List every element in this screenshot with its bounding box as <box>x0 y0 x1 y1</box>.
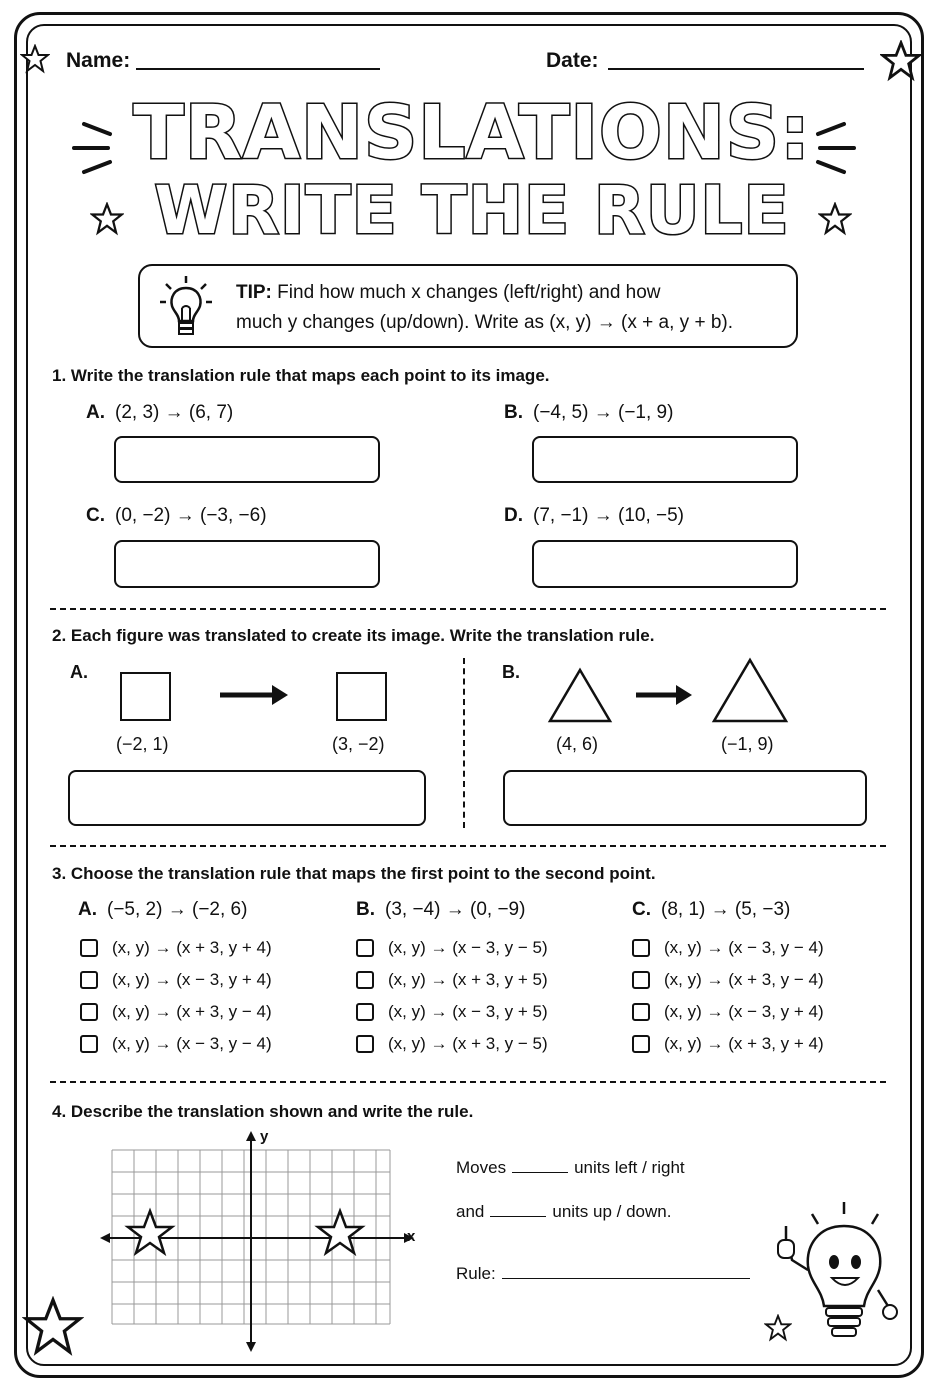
q3-a-option[interactable]: (x, y) → (x + 3, y − 4) <box>80 1002 272 1022</box>
lightbulb-icon <box>156 274 216 340</box>
preimage-star <box>128 1211 172 1253</box>
q2-prompt: 2. Each figure was translated to create its image. Write the translation rule. <box>52 626 655 645</box>
q2-b-letter: B. <box>502 662 520 682</box>
q2-b-from: (4, 6) <box>556 734 599 754</box>
corner-star-icon <box>880 40 922 82</box>
checkbox[interactable] <box>356 1003 374 1021</box>
q3-prompt: 3. Choose the translation rule that maps the first point to the second point. <box>52 864 656 883</box>
checkbox[interactable] <box>80 939 98 957</box>
q3-b-option[interactable]: (x, y) → (x + 3, y + 5) <box>356 970 548 990</box>
q1-item-a: A. (2, 3) → (6, 7) <box>86 402 234 423</box>
column-divider <box>463 658 465 828</box>
checkbox[interactable] <box>80 1003 98 1021</box>
q1-answer-c[interactable] <box>114 540 380 588</box>
and-line: and units up / down. <box>456 1202 672 1221</box>
section-divider <box>50 608 886 610</box>
q2-b-to: (−1, 9) <box>721 734 774 754</box>
coordinate-grid <box>98 1128 420 1354</box>
preimage-square <box>120 672 171 721</box>
image-square <box>336 672 387 721</box>
q1-answer-a[interactable] <box>114 436 380 483</box>
q3-b-option[interactable]: (x, y) → (x − 3, y − 5) <box>356 938 548 958</box>
name-label: Name: <box>66 49 131 72</box>
image-star <box>318 1211 362 1253</box>
checkbox[interactable] <box>632 1035 650 1053</box>
q1-item-c: C. (0, −2) → (−3, −6) <box>86 505 267 526</box>
q3-a-option[interactable]: (x, y) → (x − 3, y + 4) <box>80 970 272 990</box>
preimage-triangle <box>546 666 614 724</box>
checkbox[interactable] <box>632 1003 650 1021</box>
q2-answer-a[interactable] <box>68 770 426 826</box>
q3-b-option[interactable]: (x, y) → (x − 3, y + 5) <box>356 1002 548 1022</box>
corner-star-icon <box>22 1296 84 1358</box>
arrow-right-icon <box>634 682 694 708</box>
checkbox[interactable] <box>80 971 98 989</box>
lightbulb-mascot-icon <box>770 1200 910 1350</box>
q3-b-header: B. (3, −4) → (0, −9) <box>356 899 526 920</box>
rule-line: Rule: <box>456 1264 750 1284</box>
moves-line: Moves units left / right <box>456 1158 685 1177</box>
q3-a-option[interactable]: (x, y) → (x − 3, y − 4) <box>80 1034 272 1054</box>
tip-text-line1: Find how much x changes (left/right) and how <box>271 282 661 303</box>
tip-text-line2: much y changes (up/down). Write as (x, y) → (x + a, y + b). <box>236 312 733 333</box>
q2-a-from: (−2, 1) <box>116 734 169 754</box>
q3-c-option[interactable]: (x, y) → (x − 3, y + 4) <box>632 1002 824 1022</box>
section-divider <box>50 1081 886 1083</box>
tip-label: TIP: <box>236 282 272 303</box>
q1-prompt: 1. Write the translation rule that maps each point to its image. <box>52 366 550 385</box>
q1-item-d: D. (7, −1) → (10, −5) <box>504 505 685 526</box>
date-label: Date: <box>546 49 599 72</box>
title-line1: TRANSLATIONS: <box>133 90 811 176</box>
q3-c-option[interactable]: (x, y) → (x + 3, y − 4) <box>632 970 824 990</box>
image-triangle <box>710 656 790 724</box>
q3-c-option[interactable]: (x, y) → (x − 3, y − 4) <box>632 938 824 958</box>
checkbox[interactable] <box>632 971 650 989</box>
q2-answer-b[interactable] <box>503 770 867 826</box>
tip-text <box>236 278 796 338</box>
q2-a-letter: A. <box>70 662 88 682</box>
x-axis-label: x <box>407 1228 416 1245</box>
title-line2: WRITE THE RULE <box>154 172 790 249</box>
q3-c-header: C. (8, 1) → (5, −3) <box>632 899 791 920</box>
corner-star-icon <box>20 44 50 74</box>
arrow-right-icon <box>218 682 290 708</box>
q4-prompt: 4. Describe the translation shown and write the rule. <box>52 1102 474 1121</box>
checkbox[interactable] <box>80 1035 98 1053</box>
q3-b-option[interactable]: (x, y) → (x + 3, y − 5) <box>356 1034 548 1054</box>
checkbox[interactable] <box>356 971 374 989</box>
section-divider <box>50 845 886 847</box>
q2-a-to: (3, −2) <box>332 734 385 754</box>
q1-item-b: B. (−4, 5) → (−1, 9) <box>504 402 674 423</box>
date-field[interactable] <box>608 68 864 70</box>
y-axis-label: y <box>260 1128 269 1145</box>
checkbox[interactable] <box>356 1035 374 1053</box>
name-field[interactable] <box>136 68 380 70</box>
q3-a-option[interactable]: (x, y) → (x + 3, y + 4) <box>80 938 272 958</box>
tip-box <box>138 264 798 348</box>
q1-answer-b[interactable] <box>532 436 798 483</box>
q3-a-header: A. (−5, 2) → (−2, 6) <box>78 899 248 920</box>
q3-c-option[interactable]: (x, y) → (x + 3, y + 4) <box>632 1034 824 1054</box>
checkbox[interactable] <box>356 939 374 957</box>
q1-answer-d[interactable] <box>532 540 798 588</box>
checkbox[interactable] <box>632 939 650 957</box>
